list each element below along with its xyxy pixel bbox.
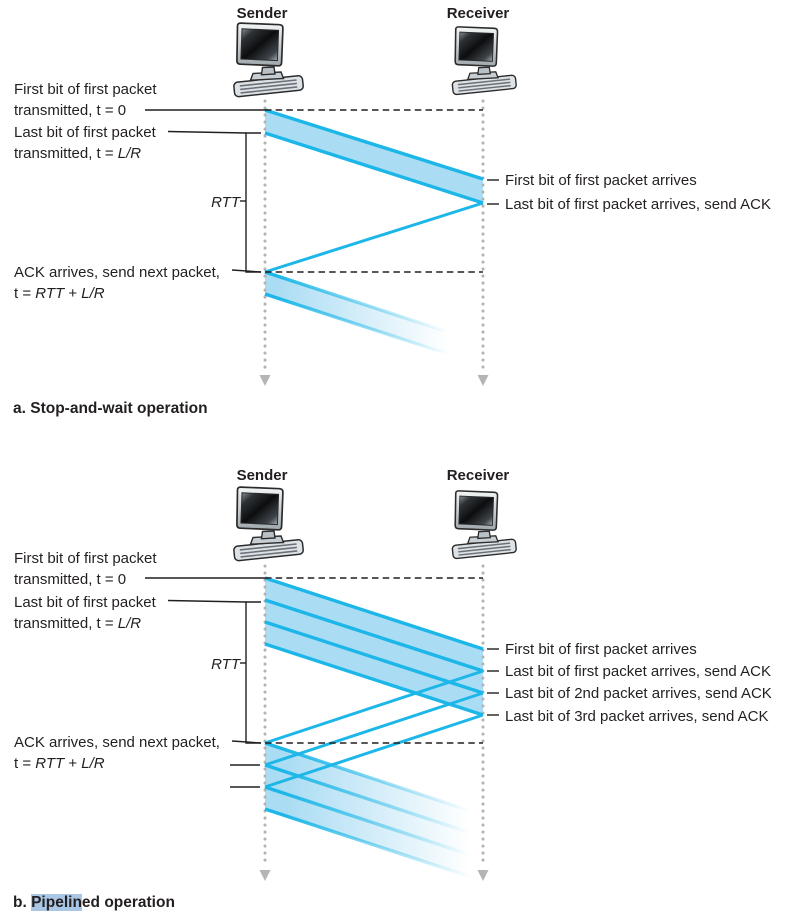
last-bit-3rd-arrives-label: Last bit of 3rd packet arrives, send ACK [505, 708, 769, 725]
ack-arrives-label: ACK arrives, send next packet, t = RTT + L/R [14, 734, 220, 772]
label-connector-line [232, 741, 261, 743]
receiver-title: Receiver [446, 467, 510, 484]
receiver-computer-icon [452, 27, 517, 95]
sender-computer-icon [233, 23, 303, 97]
last-bit-first-arrives-label: Last bit of first packet arrives, send ACK [505, 663, 771, 680]
rtt-bracket [246, 602, 261, 743]
sender-title: Sender [236, 5, 288, 22]
rtt-bracket [246, 133, 261, 272]
timeline-arrowhead [260, 870, 271, 881]
rtt-label: RTT [211, 194, 240, 211]
sender-computer-icon [233, 487, 303, 561]
timeline-arrowhead [478, 375, 489, 386]
last-bit-transmitted-label: Last bit of first packet transmitted, t = L/R [14, 594, 156, 632]
ack-arrives-label: ACK arrives, send next packet, t = RTT + L/R [14, 264, 220, 302]
packet-band-group-fading [265, 743, 470, 877]
timeline-arrowhead [260, 375, 271, 386]
last-bit-transmitted-label: Last bit of first packet transmitted, t = L/R [14, 124, 156, 162]
last-bit-arrives-label: Last bit of first packet arrives, send ACK [505, 196, 771, 213]
ack-line [265, 671, 483, 743]
selected-text-highlight: Pipelin [31, 894, 82, 911]
last-bit-2nd-arrives-label: Last bit of 2nd packet arrives, send ACK [505, 685, 772, 702]
packet-band-fading [265, 272, 448, 355]
packet-band [265, 110, 483, 203]
timeline-arrowhead [478, 870, 489, 881]
ack-line [265, 203, 483, 272]
packet-band-group [265, 578, 483, 715]
first-bit-arrives-label: First bit of first packet arrives [505, 172, 697, 189]
rtt-label: RTT [211, 656, 240, 673]
receiver-computer-icon [452, 491, 517, 559]
label-connector-line [168, 132, 246, 134]
ack-line [265, 715, 483, 787]
label-connector-line [232, 270, 261, 272]
receiver-title: Receiver [446, 5, 510, 22]
first-bit-arrives-label: First bit of first packet arrives [505, 641, 697, 658]
caption-pipelined: b. Pipelined operation [13, 894, 175, 911]
caption-stop-and-wait: a. Stop-and-wait operation [13, 400, 208, 417]
sender-title: Sender [236, 467, 288, 484]
first-bit-transmitted-label: First bit of first packet transmitted, t = 0 [14, 550, 157, 588]
first-bit-transmitted-label: First bit of first packet transmitted, t = 0 [14, 81, 157, 119]
ack-line [265, 693, 483, 765]
label-connector-line [168, 601, 246, 603]
pipelined-diagram [145, 487, 517, 881]
